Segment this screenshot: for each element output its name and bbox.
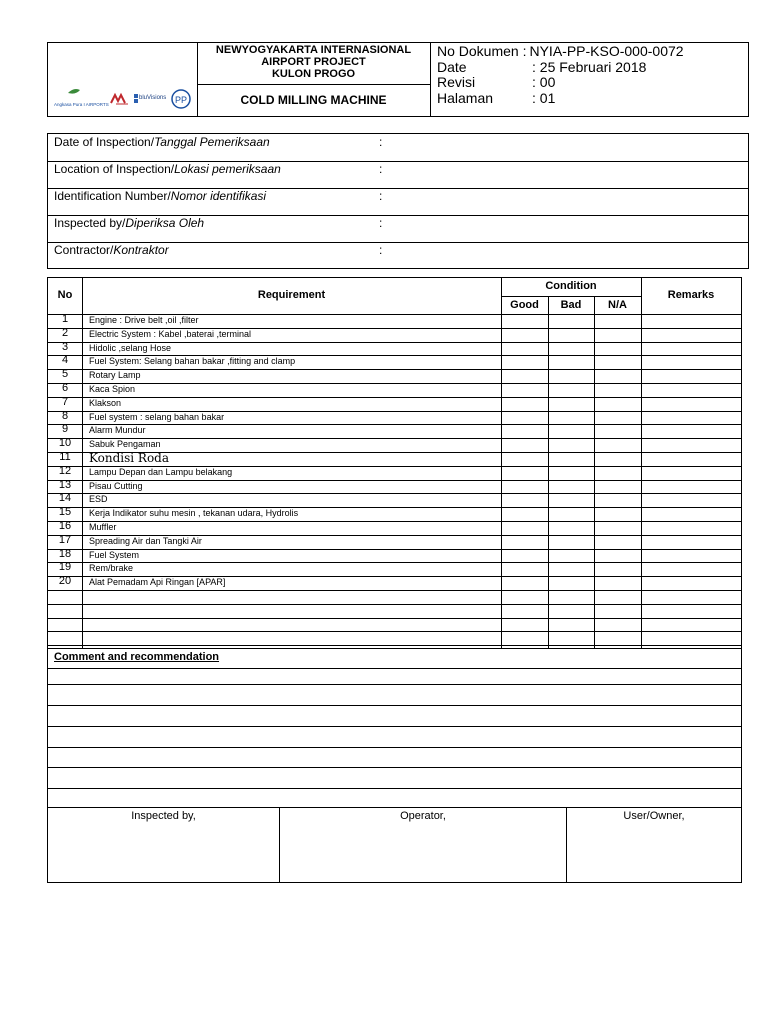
condition-good-cell[interactable]: [502, 384, 548, 397]
column-header-good: Good: [510, 299, 539, 311]
remarks-cell[interactable]: [642, 384, 741, 397]
project-name: [197, 43, 430, 85]
remarks-cell[interactable]: [642, 370, 741, 383]
remarks-cell[interactable]: [642, 425, 741, 438]
form-title: COLD MILLING MACHINE: [240, 93, 387, 107]
info-label-en: Identification Number/: [54, 189, 171, 203]
condition-na-cell[interactable]: [595, 467, 641, 480]
row-number: 7: [61, 395, 69, 408]
condition-na-cell[interactable]: [595, 550, 641, 563]
remarks-cell[interactable]: [642, 577, 741, 590]
condition-bad-cell[interactable]: [549, 481, 594, 494]
requirement-text: Klakson: [89, 397, 122, 408]
bluvisions-logo: [134, 94, 166, 103]
requirement-text: Alat Pemadam Api Ringan [APAR]: [89, 577, 226, 588]
comment-field[interactable]: [48, 685, 741, 705]
condition-bad-cell[interactable]: [549, 384, 594, 397]
condition-bad-cell[interactable]: [549, 453, 594, 466]
condition-bad-cell[interactable]: [549, 550, 594, 563]
company-logos: [48, 43, 197, 117]
condition-good-cell[interactable]: [502, 329, 548, 342]
info-colon: :: [379, 162, 383, 176]
condition-good-cell[interactable]: [502, 481, 548, 494]
remarks-cell[interactable]: [642, 467, 741, 480]
condition-good-cell[interactable]: [502, 550, 548, 563]
remarks-cell[interactable]: [642, 398, 741, 411]
condition-na-cell[interactable]: [595, 522, 641, 535]
info-row: [48, 242, 748, 269]
row-number: 12: [58, 464, 72, 477]
info-row: [48, 161, 748, 189]
condition-good-cell[interactable]: [502, 494, 548, 507]
project-title-panel: [197, 43, 431, 117]
requirement-text: Spreading Air dan Tangki Air: [89, 535, 202, 546]
condition-bad-cell[interactable]: [549, 412, 594, 425]
row-number: 10: [58, 437, 72, 450]
signature-operator[interactable]: Operator,: [279, 808, 566, 883]
requirement-text: Hidolic ,selang Hose: [89, 342, 172, 353]
info-row: [48, 134, 748, 162]
remarks-cell[interactable]: [642, 522, 741, 535]
row-number: 8: [61, 409, 69, 422]
condition-na-cell[interactable]: [595, 577, 641, 590]
remarks-cell[interactable]: [642, 356, 741, 369]
condition-bad-cell[interactable]: [549, 467, 594, 480]
condition-good-cell[interactable]: [502, 412, 548, 425]
project-line-3: KULON PROGO: [271, 68, 356, 80]
column-header-bad: Bad: [560, 299, 582, 311]
condition-na-cell[interactable]: [595, 508, 641, 521]
comments-title: Comment and recommendation: [54, 651, 220, 663]
row-number: 9: [61, 423, 69, 436]
doc-revision-label: Revisi: [437, 74, 476, 90]
condition-good-cell[interactable]: [502, 439, 548, 452]
requirement-text: Fuel system : selang bahan bakar: [89, 411, 225, 422]
row-number: 14: [58, 492, 72, 505]
requirement-text: Lampu Depan dan Lampu belakang: [89, 466, 233, 477]
condition-na-cell[interactable]: [595, 343, 641, 356]
condition-bad-cell[interactable]: [549, 343, 594, 356]
condition-good-cell[interactable]: [502, 467, 548, 480]
condition-good-cell[interactable]: [502, 398, 548, 411]
remarks-cell[interactable]: [642, 412, 741, 425]
remarks-cell[interactable]: [642, 494, 741, 507]
info-label-en: Inspected by/: [54, 216, 126, 230]
remarks-cell[interactable]: [642, 439, 741, 452]
condition-good-cell[interactable]: [502, 522, 548, 535]
document-header: [47, 42, 749, 117]
requirement-text: Rem/brake: [89, 563, 134, 574]
row-number: 1: [61, 313, 69, 325]
condition-divider: [501, 296, 641, 297]
condition-good-cell[interactable]: [502, 356, 548, 369]
requirement-text: Electric System : Kabel ,baterai ,terminal: [89, 328, 252, 339]
info-colon: :: [379, 135, 383, 149]
info-label: [54, 243, 169, 257]
requirement-text: Pisau Cutting: [89, 480, 143, 491]
condition-good-cell[interactable]: [502, 536, 548, 549]
signature-section: [47, 807, 742, 883]
comment-field[interactable]: [48, 706, 741, 726]
condition-good-cell[interactable]: [502, 453, 548, 466]
row-divider: [48, 604, 741, 605]
requirement-text: Kaca Spion: [89, 384, 136, 394]
row-number: 17: [58, 533, 72, 546]
condition-bad-cell[interactable]: [549, 370, 594, 383]
requirement-text: Sabuk Pengaman: [89, 439, 161, 450]
row-number: 4: [61, 354, 69, 367]
condition-good-cell[interactable]: [502, 315, 548, 328]
column-header-no: No: [57, 289, 73, 301]
requirement-text: Kerja Indikator suhu mesin , tekanan udara, Hydrolis: [89, 508, 299, 519]
angkasa-pura-logo: [54, 89, 109, 107]
row-divider: [48, 631, 741, 632]
document-info: [437, 43, 747, 118]
doc-page-value: : 01: [532, 89, 556, 106]
condition-na-cell[interactable]: [595, 384, 641, 397]
condition-na-cell[interactable]: [595, 481, 641, 494]
remarks-cell[interactable]: [642, 550, 741, 563]
row-number: 16: [58, 520, 72, 532]
row-divider: [48, 618, 741, 619]
doc-revision-row: [437, 75, 747, 91]
comment-field[interactable]: [48, 669, 741, 684]
condition-bad-cell[interactable]: [549, 563, 594, 576]
column-divider: [82, 278, 83, 648]
requirement-text: Rotary Lamp: [89, 370, 141, 381]
signature-inspected-by[interactable]: Inspected by,: [131, 810, 196, 822]
remarks-cell[interactable]: [642, 563, 741, 576]
info-label: [54, 189, 266, 203]
column-header-condition: Condition: [545, 280, 597, 292]
info-value-field[interactable]: [388, 161, 743, 187]
pp-logo: [172, 90, 190, 108]
svg-text:bluVisions: bluVisions: [139, 95, 167, 101]
condition-na-cell[interactable]: [595, 412, 641, 425]
condition-na-cell[interactable]: [595, 315, 641, 328]
logo-panel: [48, 43, 198, 117]
doc-number-row: [437, 44, 747, 60]
condition-bad-cell[interactable]: [549, 329, 594, 342]
comment-field[interactable]: [48, 768, 741, 788]
condition-bad-cell[interactable]: [549, 315, 594, 328]
requirement-text: Fuel System: [89, 549, 140, 560]
requirement-text: Engine : Drive belt ,oil ,filter: [89, 315, 199, 325]
info-colon: :: [379, 243, 383, 257]
info-value-field[interactable]: [388, 188, 743, 214]
condition-na-cell[interactable]: [595, 398, 641, 411]
condition-na-cell[interactable]: [595, 563, 641, 576]
row-number: 6: [61, 382, 69, 394]
info-label-id: Tanggal Pemeriksaan: [154, 135, 270, 149]
condition-bad-cell[interactable]: [549, 398, 594, 411]
info-label-en: Contractor/: [54, 243, 114, 257]
comment-field[interactable]: [48, 748, 741, 767]
comments-section: [47, 649, 742, 807]
row-number: 18: [58, 547, 72, 560]
svg-text:Angkasa Pura I AIRPORTS: Angkasa Pura I AIRPORTS: [54, 102, 109, 107]
info-row: [48, 188, 748, 216]
condition-good-cell[interactable]: [502, 343, 548, 356]
column-header-remarks: Remarks: [667, 289, 715, 301]
project-line-2: AIRPORT PROJECT: [261, 56, 366, 68]
info-colon: :: [379, 189, 383, 203]
condition-good-cell[interactable]: [502, 425, 548, 438]
remarks-cell[interactable]: [642, 343, 741, 356]
remarks-cell[interactable]: [642, 315, 741, 328]
signature-user-owner[interactable]: User/Owner,: [566, 808, 741, 883]
condition-na-cell[interactable]: [595, 453, 641, 466]
info-colon: :: [379, 216, 383, 230]
requirement-text: Fuel System: Selang bahan bakar ,fitting and clamp: [89, 356, 296, 367]
condition-bad-cell[interactable]: [549, 356, 594, 369]
svg-text:PP: PP: [175, 95, 188, 105]
info-label: [54, 216, 204, 230]
doc-date-value: : 25 Februari 2018: [532, 58, 647, 75]
info-label-id: Diperiksa Oleh: [125, 216, 205, 230]
info-value-field[interactable]: [388, 215, 743, 241]
info-label-en: Location of Inspection/: [54, 162, 175, 176]
row-number: 20: [58, 575, 72, 588]
remarks-cell[interactable]: [642, 536, 741, 549]
condition-bad-cell[interactable]: [549, 508, 594, 521]
row-number: 2: [61, 326, 69, 339]
doc-date-label: Date: [437, 58, 467, 75]
condition-na-cell[interactable]: [595, 494, 641, 507]
row-divider: [48, 590, 741, 591]
info-value-field[interactable]: [388, 242, 743, 268]
condition-bad-cell[interactable]: [549, 522, 594, 535]
condition-bad-cell[interactable]: [549, 536, 594, 549]
row-number: 3: [61, 340, 69, 353]
doc-number-value: NYIA-PP-KSO-000-0072: [529, 43, 684, 59]
row-number: 15: [58, 506, 72, 519]
condition-na-cell[interactable]: [595, 425, 641, 438]
info-label-id: Lokasi pemeriksaan: [174, 162, 281, 176]
row-number: 5: [61, 368, 69, 381]
condition-bad-cell[interactable]: [549, 425, 594, 438]
checklist-table: [47, 277, 742, 649]
doc-date-row: [437, 60, 747, 76]
condition-na-cell[interactable]: [595, 536, 641, 549]
row-number: 11: [59, 451, 71, 463]
info-row: [48, 215, 748, 243]
condition-good-cell[interactable]: [502, 577, 548, 590]
comment-field[interactable]: [48, 727, 741, 747]
doc-revision-value: : 00: [532, 74, 556, 90]
condition-na-cell[interactable]: [595, 439, 641, 452]
condition-na-cell[interactable]: [595, 370, 641, 383]
condition-good-cell[interactable]: [502, 370, 548, 383]
condition-good-cell[interactable]: [502, 508, 548, 521]
remarks-cell[interactable]: [642, 453, 741, 466]
doc-number-label: No Dokumen :: [437, 43, 527, 59]
requirement-text: Muffler: [89, 522, 117, 532]
condition-na-cell[interactable]: [595, 356, 641, 369]
row-number: 19: [58, 561, 72, 574]
row-divider: [48, 645, 741, 646]
requirement-text: Kondisi Roda: [89, 451, 170, 465]
info-value-field[interactable]: [388, 134, 743, 160]
remarks-cell[interactable]: [642, 481, 741, 494]
requirement-text: ESD: [89, 494, 108, 505]
info-label: [54, 135, 270, 149]
comment-line: [48, 788, 741, 789]
remarks-cell[interactable]: [642, 508, 741, 521]
row-number: 13: [58, 478, 72, 491]
condition-na-cell[interactable]: [595, 329, 641, 342]
info-label-id: Kontraktor: [113, 243, 169, 257]
info-label: [54, 162, 281, 176]
condition-bad-cell[interactable]: [549, 439, 594, 452]
column-header-requirement: Requirement: [257, 289, 326, 301]
doc-page-label: Halaman: [437, 89, 494, 106]
project-line-1: NEWYOGYAKARTA INTERNASIONAL: [215, 44, 412, 56]
doc-page-row: [437, 91, 747, 107]
inspection-info-table: [47, 133, 749, 269]
column-header-na: N/A: [608, 299, 627, 311]
requirement-text: Alarm Mundur: [89, 425, 146, 436]
remarks-cell[interactable]: [642, 329, 741, 342]
info-label-en: Date of Inspection/: [54, 135, 155, 149]
info-label-id: Nomor identifikasi: [170, 189, 267, 203]
condition-good-cell[interactable]: [502, 563, 548, 576]
kso-logo: [111, 95, 128, 104]
condition-bad-cell[interactable]: [549, 494, 594, 507]
condition-bad-cell[interactable]: [549, 577, 594, 590]
